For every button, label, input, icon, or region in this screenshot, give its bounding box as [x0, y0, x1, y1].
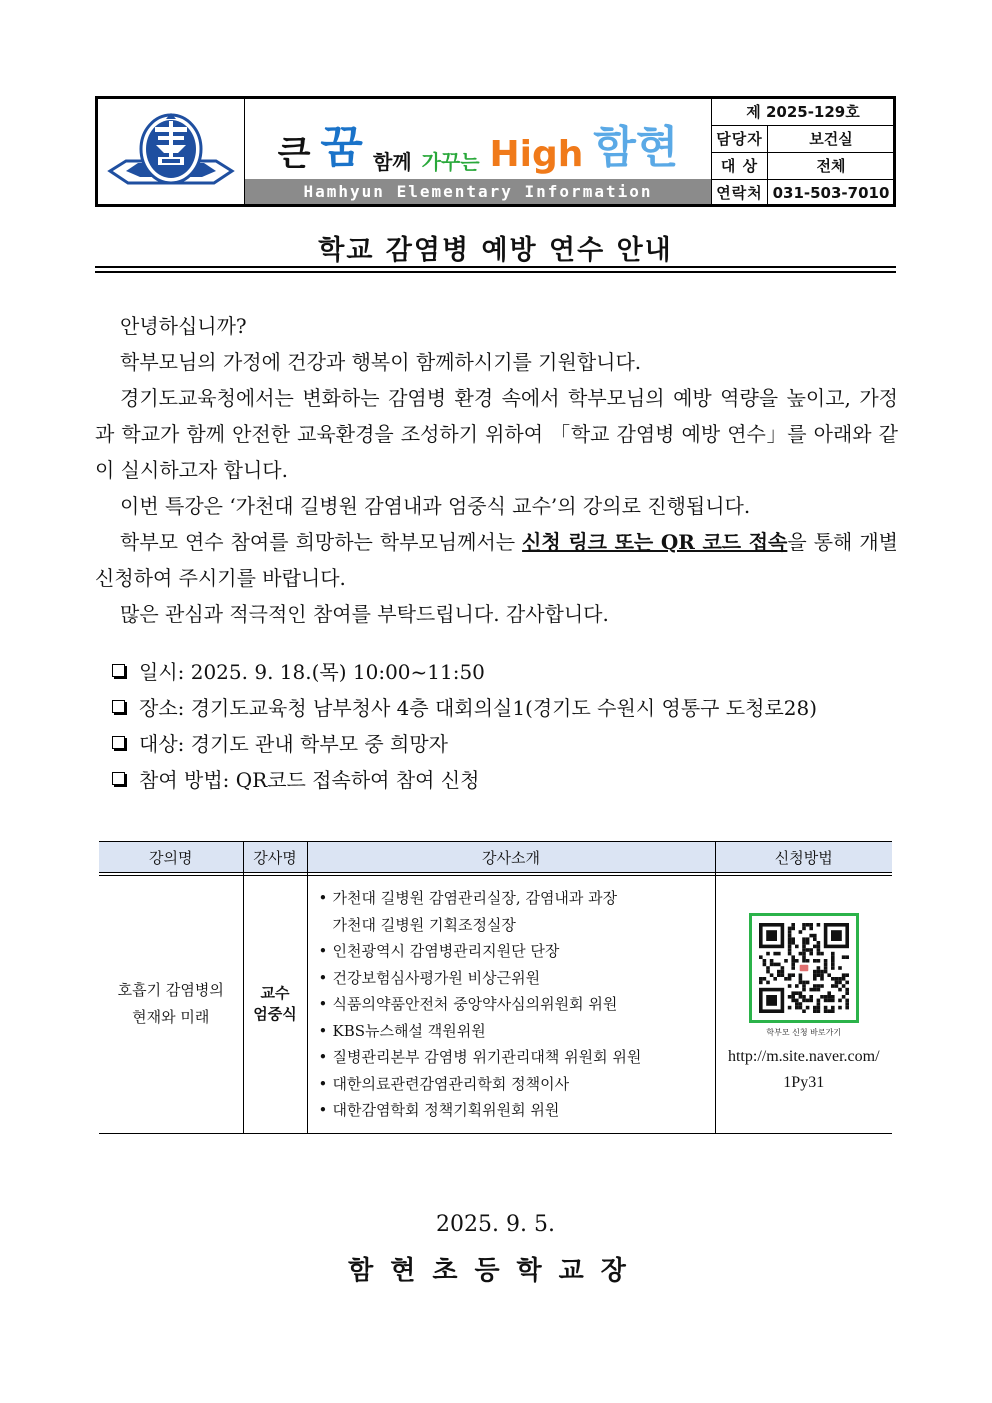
apply-method-cell: [715, 876, 892, 1134]
bio-text: 대한감염학회 정책기획위원회 위원: [332, 1101, 560, 1119]
bio-text: 건강보험심사평가원 비상근위원: [332, 968, 541, 987]
list-item: [112, 690, 902, 726]
list-item: [112, 726, 902, 762]
paragraph: 이번 특강은 ‘가천대 길병원 감염내과 엄중식 교수’의 강의로 진행됩니다.: [120, 494, 751, 518]
bullet-dot-icon: •: [318, 1074, 328, 1093]
title-divider: [95, 266, 896, 268]
info-value: 전체: [816, 157, 846, 175]
bullet-dot-icon: •: [318, 942, 328, 960]
list-item: [112, 762, 902, 798]
info-row: [712, 180, 894, 206]
banner-word: High: [489, 134, 584, 175]
lecturer-name: 엄중식: [253, 1005, 297, 1024]
list-item-text: 일시: 2025. 9. 18.(목) 10:00~11:50: [139, 660, 485, 684]
bio-item: [319, 991, 714, 1018]
info-value: 031-503-7010: [772, 184, 890, 202]
school-logo-icon: [98, 99, 244, 204]
paragraph-text: 학부모 연수 참여를 희망하는 학부모님께서는: [120, 530, 523, 554]
bio-text: 대한의료관련감염관리학회 정책이사: [332, 1074, 570, 1093]
logo-cell: [98, 99, 245, 204]
bullet-dot-icon: •: [318, 889, 328, 907]
checkbox-bullet-icon: [112, 700, 125, 713]
banner-title: [245, 109, 711, 175]
paragraph: 학부모님의 가정에 건강과 행복이 함께하시기를 기원합니다.: [120, 350, 642, 374]
bullet-dot-icon: •: [318, 995, 328, 1013]
lecture-name: 호흡기 감염병의: [117, 981, 224, 1000]
qr-code-icon[interactable]: [749, 913, 859, 1023]
lecture-name-cell: [99, 876, 243, 1134]
table-row: [99, 876, 892, 1134]
checkbox-bullet-icon: [112, 736, 125, 749]
banner: [245, 99, 711, 204]
bio-text: 질병관리본부 감염병 위기관리대책 위원회 위원: [332, 1048, 642, 1066]
list-item: [112, 654, 902, 690]
column-header: 강사명: [243, 842, 307, 873]
bio-text: KBS뉴스해설 객원위원: [332, 1021, 486, 1040]
info-value: 보건실: [809, 130, 853, 148]
bio-item: [319, 938, 714, 965]
checkbox-bullet-icon: [112, 664, 125, 677]
bio-item: [319, 965, 714, 992]
banner-word: 함께: [372, 150, 412, 174]
bullet-dot-icon: •: [318, 1101, 328, 1119]
bullet-dot-icon: •: [318, 1048, 328, 1066]
bio-text: 식품의약품안전처 중앙약사심의위원회 위원: [332, 995, 618, 1013]
body-text: [95, 308, 898, 632]
document-date: 2025. 9. 5.: [436, 1212, 555, 1237]
banner-subtitle: Hamhyun Elementary Information: [245, 179, 711, 204]
bullet-dot-icon: •: [318, 968, 328, 987]
banner-word: 가꾸는: [421, 150, 480, 174]
paragraph: 안녕하십니까?: [120, 314, 247, 338]
bio-item: [319, 885, 714, 912]
column-header: 강사소개: [307, 842, 715, 873]
bio-item: [319, 1044, 714, 1071]
bullet-dot-icon: •: [318, 1021, 328, 1040]
bio-text: 가천대 길병원 기획조정실장: [332, 915, 516, 934]
qr-caption: 학부모 신청 바로가기: [766, 1027, 842, 1037]
info-key: 연락처: [712, 180, 768, 206]
info-table: [711, 99, 894, 204]
apply-url[interactable]: 1Py31: [783, 1073, 825, 1091]
lecture-name: 현재와 미래: [132, 1008, 210, 1027]
bio-text: 가천대 길병원 감염관리실장, 감염내과 과장: [332, 889, 618, 907]
lecturer-title: 교수: [260, 984, 290, 1003]
lecturer-cell: [243, 876, 307, 1134]
paragraph: 경기도교육청에서는 변화하는 감염병 환경 속에서 학부모님의 예방 역량을 높이고, 가정과 학교가 함께 안전한 교육환경을 조성하기 위하여 「학교 감염병 예방 연수」를 아래와 같이 실시하고자 합니다.: [95, 386, 898, 482]
document-title: 학교 감염병 예방 연수 안내: [318, 235, 673, 266]
info-row: [712, 126, 894, 153]
info-key: 담당자: [712, 126, 768, 152]
principal-signature: 함현초등학교장: [348, 1256, 643, 1286]
details-list: [112, 654, 902, 798]
table-header-row: [99, 842, 892, 873]
checkbox-bullet-icon: [112, 772, 125, 785]
paragraph: [95, 524, 898, 596]
banner-word: 큰: [277, 134, 311, 174]
list-item-text: 대상: 경기도 관내 학부모 중 희망자: [139, 732, 449, 756]
list-item-text: 장소: 경기도교육청 남부청사 4층 대회의실1(경기도 수원시 영통구 도청로28): [139, 696, 818, 720]
apply-highlight: 신청 링크 또는 QR 코드 접속: [522, 530, 788, 554]
banner-word: 함현: [593, 122, 679, 173]
list-item-text: 참여 방법: QR코드 접속하여 참여 신청: [139, 768, 480, 792]
title-divider: [95, 271, 896, 273]
paragraph-text: 을 통해 개별 신청하여 주시기를 바랍니다.: [95, 530, 898, 590]
bio-item: [319, 1097, 714, 1124]
apply-url[interactable]: http://m.site.naver.com/: [727, 1047, 880, 1065]
bio-item: [319, 1071, 714, 1098]
info-key: 대 상: [712, 153, 768, 179]
column-header: 신청방법: [715, 842, 892, 873]
column-header: 강의명: [99, 842, 243, 873]
paragraph: 많은 관심과 적극적인 참여를 부탁드립니다. 감사합니다.: [120, 602, 609, 626]
lecturer-bio-cell: [307, 876, 715, 1134]
lecture-table: [99, 841, 892, 1134]
bio-list: [309, 877, 714, 1132]
banner-word: 꿈: [320, 122, 363, 173]
bio-item: [319, 912, 714, 939]
issue-number: 제 2025-129호: [712, 99, 894, 126]
apply-link[interactable]: [717, 1044, 892, 1096]
header-box: [95, 96, 896, 207]
bio-text: 인천광역시 감염병관리지원단 단장: [332, 942, 560, 960]
bio-item: [319, 1018, 714, 1045]
info-row: [712, 153, 894, 180]
